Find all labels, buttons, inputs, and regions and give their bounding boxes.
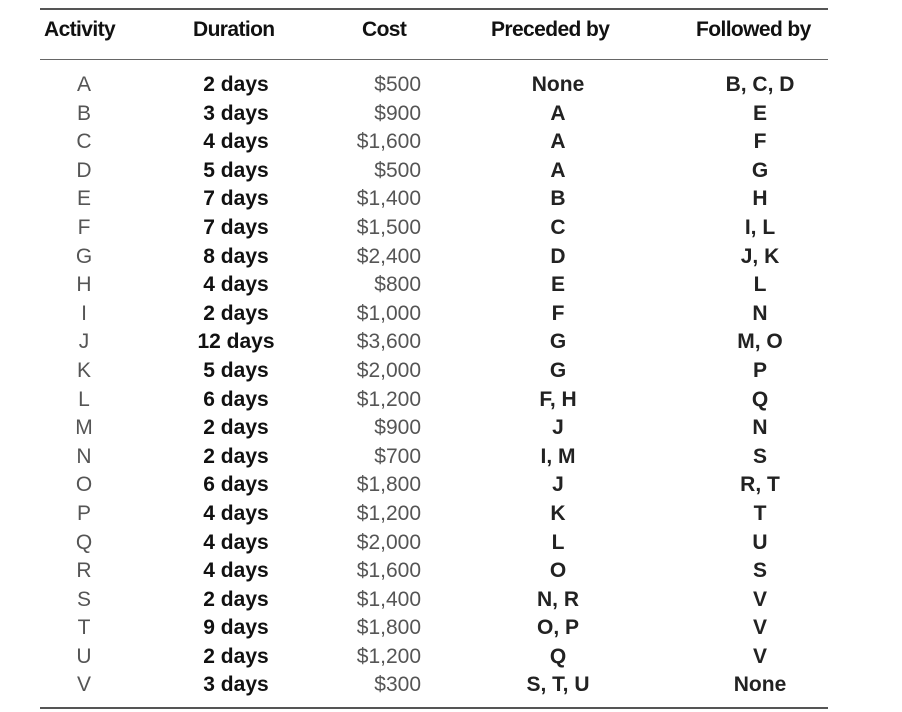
table-row (0, 471, 902, 500)
header-followed-by: Followed by (696, 18, 811, 41)
cost-cell: $1,200 (356, 501, 421, 525)
table-row (0, 300, 902, 329)
duration-cell: 5 days (203, 358, 269, 382)
followed-by-cell: V (752, 644, 767, 668)
activity-letter: T (77, 616, 91, 640)
followed-by-cell: Q (751, 387, 769, 411)
cost-cell: $1,400 (356, 187, 421, 211)
followed-by-cell: R, T (740, 473, 780, 497)
activity-letter: A (76, 73, 92, 96)
preceded-by-cell: O (549, 559, 567, 583)
preceded-by-cell: O, P (536, 616, 579, 640)
activity-letter: U (76, 644, 92, 668)
preceded-by-cell: A (550, 101, 566, 125)
cost-cell: $500 (374, 158, 421, 182)
duration-cell: 6 days (203, 473, 269, 497)
activity-letter: O (75, 473, 93, 497)
duration-cell: 8 days (203, 244, 269, 268)
preceded-by-cell: B (550, 187, 566, 211)
duration-cell: 6 days (203, 387, 269, 411)
header-duration: Duration (193, 18, 275, 41)
followed-by-cell: G (751, 158, 769, 182)
duration-cell: 4 days (203, 559, 269, 583)
followed-by-cell: N (752, 416, 768, 440)
table-row (0, 328, 902, 357)
preceded-by-cell: N, R (537, 587, 579, 611)
followed-by-cell: H (752, 187, 768, 211)
followed-by-cell: V (752, 616, 767, 640)
followed-by-cell: B, C, D (725, 73, 795, 96)
activity-letter: B (76, 101, 92, 125)
activity-letter: L (78, 387, 90, 411)
preceded-by-cell: S, T, U (526, 673, 590, 697)
followed-by-cell: I, L (744, 215, 776, 239)
preceded-by-cell: G (549, 330, 567, 354)
cost-cell: $500 (374, 73, 421, 96)
duration-cell: 4 days (203, 130, 269, 154)
cost-cell: $2,400 (356, 244, 421, 268)
table-row (0, 128, 902, 157)
duration-cell: 3 days (203, 673, 269, 697)
header-rule (40, 59, 828, 60)
duration-cell: 2 days (203, 301, 269, 325)
followed-by-cell: J, K (740, 244, 780, 268)
cost-cell: $300 (374, 673, 421, 697)
followed-by-cell: T (753, 501, 767, 525)
activity-letter: S (76, 587, 92, 611)
table-row (0, 557, 902, 586)
cost-cell: $3,600 (356, 330, 421, 354)
duration-cell: 2 days (203, 587, 269, 611)
preceded-by-cell: L (551, 530, 565, 554)
activity-letter: K (76, 358, 92, 382)
activity-letter: F (77, 215, 91, 239)
table-row (0, 185, 902, 214)
duration-cell: 4 days (203, 501, 269, 525)
activity-letter: Q (75, 530, 93, 554)
followed-by-cell: E (752, 101, 767, 125)
table-row (0, 386, 902, 415)
duration-cell: 4 days (203, 530, 269, 554)
activity-letter: J (78, 330, 90, 354)
duration-cell: 12 days (197, 330, 275, 354)
cost-cell: $1,500 (356, 215, 421, 239)
followed-by-cell: L (753, 273, 767, 297)
table-row (0, 157, 902, 186)
preceded-by-cell: A (550, 130, 566, 154)
activity-letter: H (76, 273, 92, 297)
cost-cell: $900 (374, 416, 421, 440)
activity-letter: M (75, 416, 93, 440)
cost-cell: $1,000 (356, 301, 421, 325)
cost-cell: $1,600 (356, 130, 421, 154)
cost-cell: $900 (374, 101, 421, 125)
cost-cell: $1,400 (356, 587, 421, 611)
cost-cell: $1,200 (356, 644, 421, 668)
preceded-by-cell: F (551, 301, 565, 325)
followed-by-cell: S (752, 444, 767, 468)
table-row (0, 243, 902, 272)
duration-cell: 9 days (203, 616, 269, 640)
table-top-rule (40, 8, 828, 10)
cost-cell: $1,800 (356, 616, 421, 640)
followed-by-cell: None (733, 673, 787, 697)
activity-letter: C (76, 130, 92, 154)
duration-cell: 2 days (203, 73, 269, 96)
duration-cell: 2 days (203, 416, 269, 440)
table-row (0, 414, 902, 443)
cost-cell: $2,000 (356, 358, 421, 382)
table-row (0, 443, 902, 472)
preceded-by-cell: E (550, 273, 565, 297)
activity-letter: R (76, 559, 92, 583)
duration-cell: 2 days (203, 644, 269, 668)
table-row (0, 643, 902, 672)
duration-cell: 4 days (203, 273, 269, 297)
activity-letter: I (81, 301, 87, 325)
activity-letter: P (76, 501, 92, 525)
activity-letter: D (76, 158, 92, 182)
followed-by-cell: N (752, 301, 768, 325)
preceded-by-cell: D (550, 244, 566, 268)
cost-cell: $1,800 (356, 473, 421, 497)
activity-letter: V (76, 673, 92, 697)
preceded-by-cell: C (550, 215, 566, 239)
table-row (0, 500, 902, 529)
duration-cell: 5 days (203, 158, 269, 182)
followed-by-cell: U (752, 530, 768, 554)
preceded-by-cell: J (552, 416, 564, 440)
cost-cell: $800 (374, 273, 421, 297)
preceded-by-cell: K (550, 501, 566, 525)
activity-letter: G (75, 244, 93, 268)
followed-by-cell: F (753, 130, 767, 154)
preceded-by-cell: None (531, 73, 585, 96)
table-row (0, 529, 902, 558)
cost-cell: $700 (374, 444, 421, 468)
followed-by-cell: V (752, 587, 767, 611)
preceded-by-cell: A (550, 158, 566, 182)
table-bottom-rule (40, 707, 828, 709)
table-row (0, 614, 902, 643)
duration-cell: 2 days (203, 444, 269, 468)
table-row (0, 100, 902, 129)
table-row (0, 71, 902, 100)
duration-cell: 7 days (203, 187, 269, 211)
cost-cell: $1,200 (356, 387, 421, 411)
table-row (0, 357, 902, 386)
activity-letter: E (76, 187, 92, 211)
header-preceded-by: Preceded by (491, 18, 610, 41)
preceded-by-cell: F, H (539, 387, 577, 411)
preceded-by-cell: G (549, 358, 567, 382)
table-body (0, 71, 902, 700)
duration-cell: 3 days (203, 101, 269, 125)
followed-by-cell: M, O (737, 330, 783, 354)
cost-cell: $2,000 (356, 530, 421, 554)
activity-letter: N (76, 444, 92, 468)
table-row (0, 271, 902, 300)
header-cost: Cost (362, 18, 407, 41)
table-row (0, 671, 902, 700)
followed-by-cell: S (752, 559, 767, 583)
table-row (0, 214, 902, 243)
header-activity: Activity (44, 18, 116, 41)
preceded-by-cell: J (552, 473, 564, 497)
table-row (0, 586, 902, 615)
duration-cell: 7 days (203, 215, 269, 239)
cost-cell: $1,600 (356, 559, 421, 583)
followed-by-cell: P (752, 358, 767, 382)
preceded-by-cell: I, M (540, 444, 576, 468)
preceded-by-cell: Q (549, 644, 567, 668)
